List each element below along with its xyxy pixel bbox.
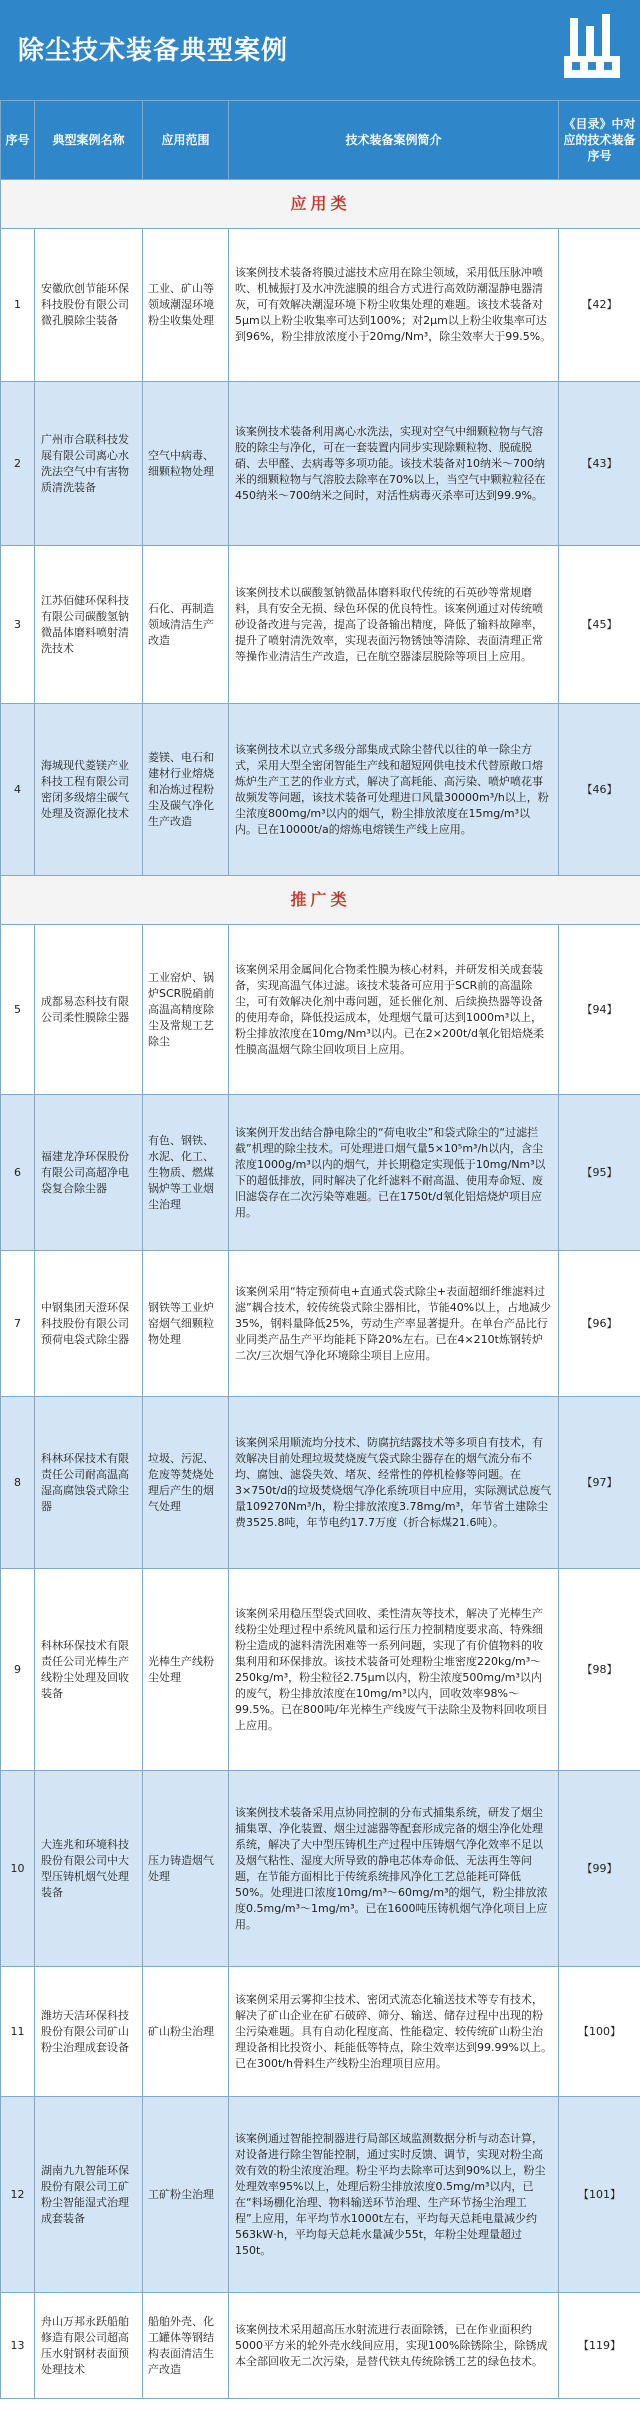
section-row-promotion [1, 876, 640, 925]
table-row [1, 1251, 640, 1397]
row-intro: 该案例技术装备利用离心水洗法，实现对空气中细颗粒物与气溶胶的除尘与净化，可在一套装置内同步实现除颗粒物、脱硫脱硝、去甲醛、去病毒等多项功能。该技术装备对10纳米～700纳米的细颗粒物与气溶胶去除率在70%以上，当空气中颗粒粒径在450纳米～700纳米之间时，对活性病毒灭杀率可达到99.9%。 [229, 382, 559, 546]
row-scope: 工业、矿山等领域潮湿环境粉尘收集处理 [143, 229, 229, 382]
row-case-name: 潍坊天洁环保科技股份有限公司矿山粉尘治理成套设备 [35, 1967, 143, 2097]
row-scope: 菱镁、电石和建材行业熔烧和冶炼过程粉尘及碳气净化生产改造 [143, 704, 229, 876]
row-ref: 【101】 [559, 2097, 640, 2293]
row-scope: 石化、再制造领域清洁生产改造 [143, 546, 229, 704]
row-intro: 该案例技术采用超高压水射流进行表面除锈，已在作业面积约5000平方米的轮外壳水线间应用，实现100%除锈除尘，除锈成本全部回收无二次污染，是替代铁丸传统除锈工艺的绿色技术。 [229, 2293, 559, 2399]
col-header-scope: 应用范围 [143, 101, 229, 180]
row-case-name: 中钢集团天澄环保科技股份有限公司预荷电袋式除尘器 [35, 1251, 143, 1397]
row-scope: 空气中病毒、细颗粒物处理 [143, 382, 229, 546]
table-header-row [1, 101, 640, 180]
row-num: 9 [1, 1569, 35, 1771]
row-num: 7 [1, 1251, 35, 1397]
row-case-name: 广州市合联科技发展有限公司离心水洗法空气中有害物质清洗装备 [35, 382, 143, 546]
table-row [1, 2097, 640, 2293]
row-scope: 有色、钢铁、水泥、化工、生物质、燃煤锅炉等工业烟尘治理 [143, 1095, 229, 1251]
col-header-intro: 技术装备案例简介 [229, 101, 559, 180]
row-ref: 【96】 [559, 1251, 640, 1397]
table-row [1, 1095, 640, 1251]
col-header-name: 典型案例名称 [35, 101, 143, 180]
table-row [1, 704, 640, 876]
table-row [1, 1569, 640, 1771]
row-ref: 【46】 [559, 704, 640, 876]
row-scope: 工业窑炉、锅炉SCR脱硝前高温高精度除尘及常规工艺除尘 [143, 925, 229, 1095]
table-row [1, 925, 640, 1095]
case-table [0, 100, 640, 2399]
row-ref: 【97】 [559, 1397, 640, 1569]
row-ref: 【119】 [559, 2293, 640, 2399]
row-num: 6 [1, 1095, 35, 1251]
row-num: 1 [1, 229, 35, 382]
row-intro: 该案例采用“特定预荷电+直通式袋式除尘+表面超细纤维滤料过滤”耦合技术，较传统袋式除尘器相比，节能40%以上，占地减少35%，钢料量降低25%，劳动生产率显著提升。在单台产品比行业同类产品生产平均能耗下降20%左右。已在4×210t炼钢转炉二次/三次烟气净化环境除尘项目上应用。 [229, 1251, 559, 1397]
row-intro: 该案例采用云雾抑尘技术、密闭式流态化输送技术等专有技术，解决了矿山企业在矿石破碎、筛分、输送、储存过程中出现的粉尘污染难题。具有自动化程度高、性能稳定、较传统矿山粉尘治理设备相比投资小、耗能低等特点，除尘效率达到99.99%以上。已在300t/h骨料生产线粉尘治理项目应用。 [229, 1967, 559, 2097]
row-ref: 【99】 [559, 1771, 640, 1967]
page-title: 除尘技术装备典型案例 [18, 36, 289, 66]
row-case-name: 江苏佰健环保科技有限公司碳酸氢钠微晶体磨料喷射清洗技术 [35, 546, 143, 704]
row-scope: 压力铸造烟气处理 [143, 1771, 229, 1967]
row-num: 4 [1, 704, 35, 876]
row-num: 10 [1, 1771, 35, 1967]
row-num: 13 [1, 2293, 35, 2399]
row-case-name: 海城现代菱镁产业科技工程有限公司密闭多级熔尘碳气处理及资源化技术 [35, 704, 143, 876]
row-intro: 该案例通过智能控制器进行局部区域监测数据分析与动态计算，对设备进行除尘智能控制，通过实时反馈、调节，实现对粉尘高效有效的粉尘浓度治理。粉尘平均去除率可达到90%以上，粉尘处理效率95%以上，处理后粉尘排放浓度0.5mg/m³以内，已在“料场棚化治理、物料输送环节治理、生产环节扬尘治理工程”上应用，年平均节水1000t左右，平均每天总耗电量减少约563kW·h，平均每天总耗水量减少55t，年粉尘处理量超过150t。 [229, 2097, 559, 2293]
row-num: 2 [1, 382, 35, 546]
section-label: 推广类 [1, 876, 640, 925]
row-scope: 船舶外壳、化工罐体等钢结构表面清洁生产改造 [143, 2293, 229, 2399]
row-case-name: 安徽欣创节能环保科技股份有限公司微孔膜除尘装备 [35, 229, 143, 382]
row-intro: 该案例采用稳压型袋式回收、柔性清灰等技术，解决了光棒生产线粉尘处理过程中系统风量和运行压力控制精度要求高、特殊细粉尘造成的滤料清洗困难等一系列问题，实现了有价值物料的收集利用和环保排放。该技术装备可处理粉尘堆密度220kg/m³～250kg/m³，粉尘粒径2.75μm以内，粉尘浓度500mg/m³以内的废气，粉尘排放浓度在10mg/m³以内，回收效率98%～99.5%。已在800吨/年光棒生产线废气干法除尘及物料回收项目上应用。 [229, 1569, 559, 1771]
factory-logo-icon [558, 10, 628, 90]
row-intro: 该案例技术以立式多级分部集成式除尘替代以往的单一除尘方式，采用大型全密闭智能生产线和超短网供电技术代替原敞口熔炼炉生产工艺的作业方式，解决了高耗能、高污染、喷炉喷花事故频发等问题，该技术装备可处理进口风量30000m³/h以上，粉尘浓度800mg/m³以内的烟气，粉尘排放浓度在15mg/m³以内。已在10000t/a的熔炼电熔镁生产线上应用。 [229, 704, 559, 876]
row-ref: 【42】 [559, 229, 640, 382]
col-header-ref: 《目录》中对应的技术装备序号 [559, 101, 640, 180]
row-num: 11 [1, 1967, 35, 2097]
table-row [1, 382, 640, 546]
row-num: 8 [1, 1397, 35, 1569]
table-row [1, 229, 640, 382]
row-num: 3 [1, 546, 35, 704]
row-ref: 【94】 [559, 925, 640, 1095]
row-case-name: 湖南九九智能环保股份有限公司工矿粉尘智能湿式治理成套装备 [35, 2097, 143, 2293]
row-intro: 该案例技术装备将膜过滤技术应用在除尘领域，采用低压脉冲喷吹、机械振打及水冲洗滤膜的组合方式进行高效防潮湿静电器清灰，可有效解决潮湿环境下粉尘收集处理的难题。该技术装备对5μm以上粉尘收集率可达到100%；对2μm以上粉尘收集率可达到96%，粉尘排放浓度小于20mg/Nm³，除尘效率大于99.5%。 [229, 229, 559, 382]
row-ref: 【100】 [559, 1967, 640, 2097]
col-header-num: 序号 [1, 101, 35, 180]
row-intro: 该案例采用顺流均分技术、防腐抗结露技术等多项自有技术，有效解决目前处理垃圾焚烧废气袋式除尘器存在的烟气流分布不均、腐蚀、滤袋失效、堵灰、经常性的停机检修等问题。在3×750t/d的垃圾焚烧烟气净化系统项目中应用，实际测试总废气量109270Nm³/h，粉尘排放浓度3.78mg/m³，年节省土建除尘费3525.8吨，年节电约17.7万度（折合标煤21.6吨）。 [229, 1397, 559, 1569]
row-scope: 钢铁等工业炉窑烟气细颗粒物处理 [143, 1251, 229, 1397]
row-case-name: 成都易态科技有限公司柔性膜除尘器 [35, 925, 143, 1095]
row-ref: 【45】 [559, 546, 640, 704]
table-row [1, 2293, 640, 2399]
row-ref: 【43】 [559, 382, 640, 546]
row-ref: 【95】 [559, 1095, 640, 1251]
row-num: 12 [1, 2097, 35, 2293]
row-case-name: 科林环保技术有限责任公司耐高温高湿高腐蚀袋式除尘器 [35, 1397, 143, 1569]
table-row [1, 1967, 640, 2097]
row-case-name: 福建龙净环保股份有限公司高超净电袋复合除尘器 [35, 1095, 143, 1251]
row-case-name: 舟山万邦永跃船舶修造有限公司超高压水射钢材表面预处理技术 [35, 2293, 143, 2399]
page-header [0, 0, 640, 100]
row-case-name: 科林环保技术有限责任公司光棒生产线粉尘处理及回收装备 [35, 1569, 143, 1771]
section-row-application [1, 180, 640, 229]
table-row [1, 1397, 640, 1569]
row-scope: 垃圾、污泥、危废等焚烧处理后产生的烟气处理 [143, 1397, 229, 1569]
row-intro: 该案例技术以碳酸氢钠微晶体磨料取代传统的石英砂等常规磨料，具有安全无损、绿色环保的优良特性。该案例通过对传统喷砂设备改进与完善，提高了设备输出精度，降低了输料故障率，提升了喷射清洗效率，实现表面污物锈蚀等清除、表面清理正常等操作业清洁生产改造，已在航空器漆层脱除等项目上应用。 [229, 546, 559, 704]
row-num: 5 [1, 925, 35, 1095]
row-scope: 光棒生产线粉尘处理 [143, 1569, 229, 1771]
row-intro: 该案例技术装备采用点协同控制的分布式捕集系统，研发了烟尘捕集罩、净化装置、烟尘过滤器等配套形成完备的烟尘净化处理系统，解决了大中型压铸机生产过程中压铸烟气净化效率不足以及烟气粘性、湿度大所导致的静电芯体寿命低、无法再生等问题，在节能方面相比于传统系统排风净化工艺总能耗可降低50%。处理进口浓度10mg/m³～60mg/m³的烟气，粉尘排放浓度0.5mg/m³～1mg/m³。已在1600吨压铸机烟气净化项目上应用。 [229, 1771, 559, 1967]
row-scope: 矿山粉尘治理 [143, 1967, 229, 2097]
section-label: 应用类 [1, 180, 640, 229]
row-ref: 【98】 [559, 1569, 640, 1771]
row-scope: 工矿粉尘治理 [143, 2097, 229, 2293]
row-intro: 该案例开发出结合静电除尘的“荷电收尘”和袋式除尘的“过滤拦截”机理的除尘技术。可处理进口烟气量5×10⁵m³/h以内，含尘浓度1000g/m³以内的烟气，并长期稳定实现低于10mg/Nm³以下的超低排放，同时解决了化纤滤料不耐高温、使用寿命短、废旧滤袋存在二次污染等难题。已在1750t/d氧化铝焙烧炉项目应用。 [229, 1095, 559, 1251]
table-row [1, 546, 640, 704]
row-intro: 该案例采用金属间化合物柔性膜为核心材料，并研发相关成套装备，实现高温气体过滤。该技术装备可应用于SCR前的高温除尘，可有效解决化剂中毒问题，延长催化剂、后续换热器等设备的使用寿命，降低投运成本，处理烟气量可达到1000m³以上，粉尘排放浓度在10mg/Nm³以内。已在2×200t/d氧化铝焙烧柔性膜高温烟气除尘回收项目上应用。 [229, 925, 559, 1095]
table-row [1, 1771, 640, 1967]
row-case-name: 大连兆和环境科技股份有限公司中大型压铸机烟气处理装备 [35, 1771, 143, 1967]
